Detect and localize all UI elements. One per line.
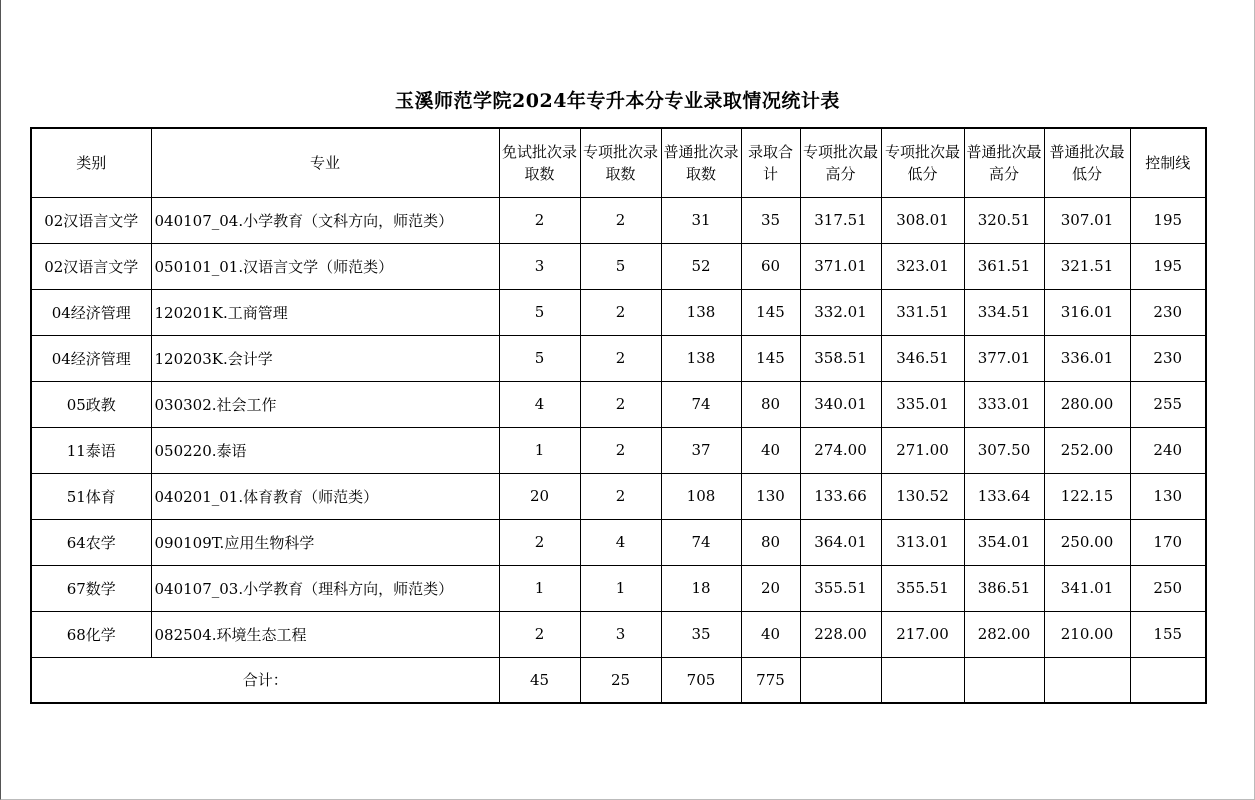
cell-control-line: 250 [1130,565,1206,611]
cell-control-line: 170 [1130,519,1206,565]
cell-major: 040201_01.体育教育（师范类） [151,473,499,519]
table-row [31,335,1206,381]
totals-row [31,657,1206,703]
cell-category: 67数学 [31,565,151,611]
cell-special-max: 340.01 [800,381,881,427]
cell-regular-max: 133.64 [964,473,1044,519]
cell-category: 64农学 [31,519,151,565]
cell-control-line: 195 [1130,243,1206,289]
cell-special-max: 228.00 [800,611,881,657]
cell-regular-count: 138 [661,289,741,335]
table-row [31,519,1206,565]
cell-total-admitted: 130 [741,473,800,519]
header-regular-min: 普通批次最低分 [1044,128,1130,197]
header-special-count: 专项批次录取数 [580,128,661,197]
totals-exempt: 45 [499,657,580,703]
cell-regular-min: 250.00 [1044,519,1130,565]
cell-major: 040107_03.小学教育（理科方向，师范类） [151,565,499,611]
cell-special-count: 2 [580,427,661,473]
cell-special-min: 130.52 [881,473,964,519]
cell-total-admitted: 35 [741,197,800,243]
cell-regular-count: 74 [661,519,741,565]
cell-special-count: 2 [580,335,661,381]
cell-regular-min: 280.00 [1044,381,1130,427]
cell-category: 11泰语 [31,427,151,473]
cell-regular-count: 138 [661,335,741,381]
cell-major: 050101_01.汉语言文学（师范类） [151,243,499,289]
cell-regular-min: 316.01 [1044,289,1130,335]
cell-special-max: 364.01 [800,519,881,565]
cell-special-min: 331.51 [881,289,964,335]
cell-special-min: 355.51 [881,565,964,611]
header-category: 类别 [31,128,151,197]
totals-empty-cell [1130,657,1206,703]
table-row [31,243,1206,289]
cell-special-max: 358.51 [800,335,881,381]
cell-control-line: 195 [1130,197,1206,243]
cell-category: 02汉语言文学 [31,243,151,289]
cell-special-min: 217.00 [881,611,964,657]
cell-regular-max: 282.00 [964,611,1044,657]
cell-special-max: 133.66 [800,473,881,519]
header-major: 专业 [151,128,499,197]
cell-major: 120201K.工商管理 [151,289,499,335]
cell-special-count: 3 [580,611,661,657]
cell-total-admitted: 60 [741,243,800,289]
cell-regular-count: 35 [661,611,741,657]
totals-special: 25 [580,657,661,703]
cell-special-count: 2 [580,381,661,427]
cell-regular-max: 334.51 [964,289,1044,335]
cell-special-count: 1 [580,565,661,611]
cell-regular-count: 52 [661,243,741,289]
table-row [31,611,1206,657]
cell-major: 050220.泰语 [151,427,499,473]
cell-category: 04经济管理 [31,335,151,381]
cell-major: 040107_04.小学教育（文科方向，师范类） [151,197,499,243]
table-row [31,289,1206,335]
cell-exempt-count: 3 [499,243,580,289]
cell-regular-count: 108 [661,473,741,519]
cell-regular-min: 307.01 [1044,197,1130,243]
cell-total-admitted: 20 [741,565,800,611]
cell-regular-max: 386.51 [964,565,1044,611]
cell-regular-count: 18 [661,565,741,611]
cell-special-max: 332.01 [800,289,881,335]
totals-label: 合计： [31,657,499,703]
cell-major: 082504.环境生态工程 [151,611,499,657]
table-row [31,565,1206,611]
cell-special-min: 346.51 [881,335,964,381]
header-regular-count: 普通批次录取数 [661,128,741,197]
cell-special-min: 313.01 [881,519,964,565]
header-regular-max: 普通批次最高分 [964,128,1044,197]
cell-regular-min: 122.15 [1044,473,1130,519]
cell-exempt-count: 5 [499,335,580,381]
cell-special-max: 317.51 [800,197,881,243]
cell-special-count: 2 [580,289,661,335]
cell-regular-max: 320.51 [964,197,1044,243]
table-row [31,197,1206,243]
cell-category: 68化学 [31,611,151,657]
cell-control-line: 130 [1130,473,1206,519]
cell-special-count: 4 [580,519,661,565]
cell-regular-min: 341.01 [1044,565,1130,611]
cell-regular-max: 307.50 [964,427,1044,473]
cell-special-max: 355.51 [800,565,881,611]
cell-regular-count: 74 [661,381,741,427]
cell-special-max: 371.01 [800,243,881,289]
header-special-min: 专项批次最低分 [881,128,964,197]
cell-category: 51体育 [31,473,151,519]
cell-regular-min: 210.00 [1044,611,1130,657]
cell-exempt-count: 2 [499,197,580,243]
cell-category: 04经济管理 [31,289,151,335]
header-special-max: 专项批次最高分 [800,128,881,197]
cell-exempt-count: 5 [499,289,580,335]
cell-regular-min: 252.00 [1044,427,1130,473]
cell-regular-max: 354.01 [964,519,1044,565]
cell-exempt-count: 1 [499,565,580,611]
cell-total-admitted: 40 [741,427,800,473]
cell-category: 05政教 [31,381,151,427]
cell-special-min: 335.01 [881,381,964,427]
cell-major: 090109T.应用生物科学 [151,519,499,565]
totals-empty-cell [881,657,964,703]
cell-special-min: 308.01 [881,197,964,243]
cell-control-line: 230 [1130,289,1206,335]
table-row [31,381,1206,427]
totals-empty-cell [800,657,881,703]
cell-major: 120203K.会计学 [151,335,499,381]
cell-control-line: 240 [1130,427,1206,473]
cell-regular-max: 333.01 [964,381,1044,427]
table-row [31,427,1206,473]
totals-empty-cell [1044,657,1130,703]
cell-special-count: 5 [580,243,661,289]
admission-table [30,127,1207,704]
cell-regular-count: 37 [661,427,741,473]
cell-exempt-count: 2 [499,611,580,657]
cell-special-min: 271.00 [881,427,964,473]
cell-exempt-count: 20 [499,473,580,519]
cell-exempt-count: 1 [499,427,580,473]
cell-special-max: 274.00 [800,427,881,473]
cell-control-line: 255 [1130,381,1206,427]
cell-exempt-count: 4 [499,381,580,427]
header-total-admitted: 录取合计 [741,128,800,197]
totals-empty-cell [964,657,1044,703]
table-row [31,473,1206,519]
page-title: 玉溪师范学院2024年专升本分专业录取情况统计表 [395,90,840,112]
header-control-line: 控制线 [1130,128,1206,197]
cell-exempt-count: 2 [499,519,580,565]
totals-regular: 705 [661,657,741,703]
cell-control-line: 155 [1130,611,1206,657]
header-exempt-count: 免试批次录取数 [499,128,580,197]
cell-category: 02汉语言文学 [31,197,151,243]
cell-regular-count: 31 [661,197,741,243]
cell-regular-max: 361.51 [964,243,1044,289]
cell-total-admitted: 145 [741,335,800,381]
cell-total-admitted: 145 [741,289,800,335]
cell-regular-min: 336.01 [1044,335,1130,381]
cell-total-admitted: 80 [741,519,800,565]
cell-regular-max: 377.01 [964,335,1044,381]
cell-major: 030302.社会工作 [151,381,499,427]
cell-total-admitted: 40 [741,611,800,657]
header-row [31,128,1206,197]
cell-special-min: 323.01 [881,243,964,289]
cell-control-line: 230 [1130,335,1206,381]
cell-regular-min: 321.51 [1044,243,1130,289]
cell-special-count: 2 [580,197,661,243]
cell-special-count: 2 [580,473,661,519]
totals-admitted: 775 [741,657,800,703]
cell-total-admitted: 80 [741,381,800,427]
